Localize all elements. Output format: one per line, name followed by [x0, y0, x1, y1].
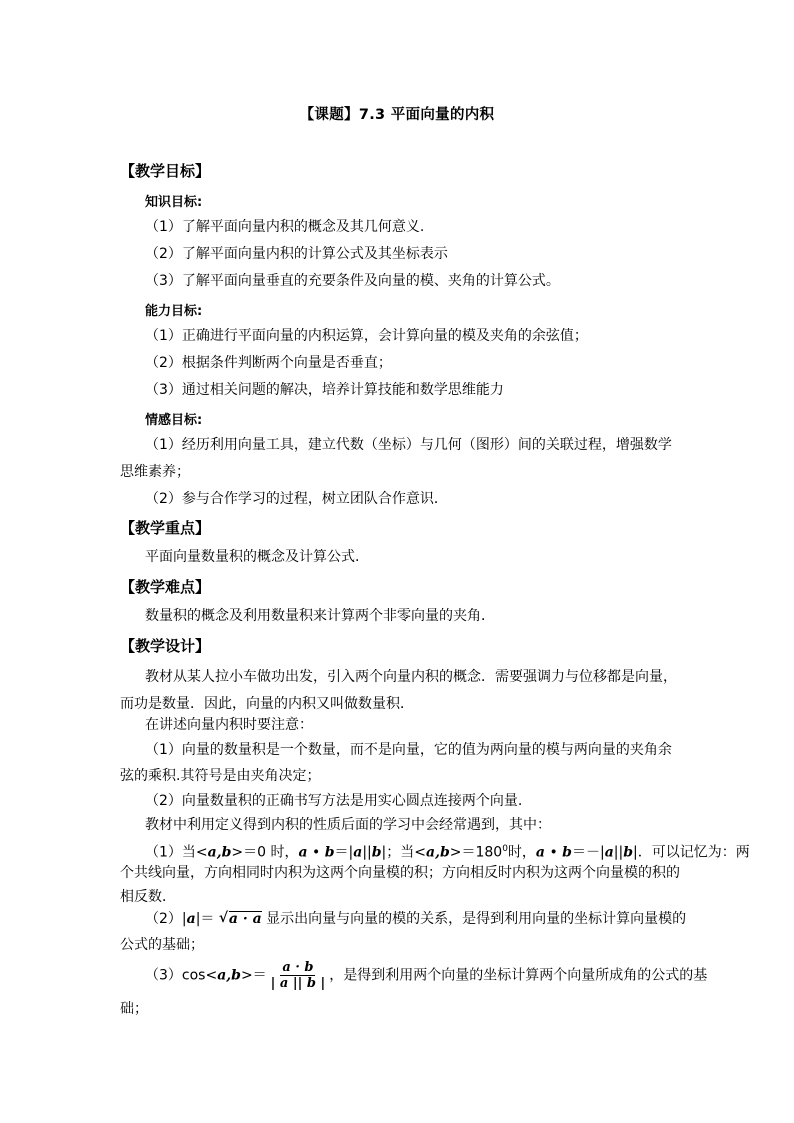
emotion-goal-1-line-2: 思维素养；	[120, 464, 190, 480]
difficulty-text: 数量积的概念及利用数量积来计算两个非零向量的夹角．	[145, 608, 495, 624]
knowledge-goals-label: 知识目标:	[145, 195, 203, 210]
formula-3-line-1: （3）cos<a,b>＝ $\frac{a \cdot b}{| a || b |}$ ，是得到利用两个向量的坐标计算两个向量所成角的公式的基	[145, 960, 708, 991]
knowledge-goal-1: （1）了解平面向量内积的概念及其几何意义.	[145, 219, 425, 235]
emotion-goal-2: （2）参与合作学习的过程，树立团队合作意识．	[145, 491, 448, 507]
formula-1-line-2: 个共线向量，方向相同时内积为这两个向量模的积；方向相反时内积为这两个向量模的积的	[120, 865, 680, 881]
design-paragraph-4: （2）向量数量积的正确书写方法是用实心圆点连接两个向量.	[145, 793, 523, 809]
section-heading-difficulty: 【教学难点】	[120, 578, 211, 596]
emotion-goal-1-line-1: （1）经历利用向量工具，建立代数（坐标）与几何（图形）间的关联过程，增强数学	[145, 437, 672, 453]
formula-1-line-3: 相反数．	[120, 889, 176, 905]
design-paragraph-1-line-1: 教材从某人拉小车做功出发，引入两个向量内积的概念．需要强调力与位移都是向量，	[145, 669, 677, 685]
design-paragraph-3-line-1: （1）向量的数量积是一个数量，而不是向量，它的值为两向量的模与两向量的夹角余	[145, 742, 672, 758]
key-point-text: 平面向量数量积的概念及计算公式.	[145, 549, 360, 565]
knowledge-goal-3: （3）了解平面向量垂直的充要条件及向量的模、夹角的计算公式。	[145, 273, 560, 289]
ability-goals-label: 能力目标:	[145, 304, 203, 319]
formula-2-line-2: 公式的基础；	[120, 937, 204, 953]
section-heading-goals: 【教学目标】	[120, 162, 211, 180]
ability-goal-2: （2）根据条件判断两个向量是否垂直；	[145, 355, 392, 371]
design-paragraph-1-line-2: 而功是数量．因此，向量的内积又叫做数量积．	[120, 696, 414, 712]
design-paragraph-3-line-2: 弦的乘积.其符号是由夹角决定；	[120, 768, 321, 784]
ability-goal-3: （3）通过相关问题的解决，培养计算技能和数学思维能力	[145, 382, 504, 398]
design-paragraph-2: 在讲述向量内积时要注意：	[145, 717, 313, 733]
design-paragraph-5: 教材中利用定义得到内积的性质后面的学习中会经常遇到，其中：	[145, 817, 551, 833]
formula-3-line-2: 础；	[120, 1001, 148, 1017]
formula-1-line-1: （1）当<a,b>＝0 时，a • b＝|a||b|；当$<a,b>=180^0$时，a • b＝－|a||b|．可以记忆为：两	[145, 844, 750, 861]
section-heading-design: 【教学设计】	[120, 637, 211, 655]
cosine-fraction: $\frac{a \cdot b}{| a || b |}$	[270, 960, 326, 991]
lesson-title: 【课题】7.3 平面向量的内积	[299, 107, 495, 123]
emotion-goals-label: 情感目标:	[145, 413, 203, 428]
formula-2-line-1: （2）|a|＝ √ a · a 显示出向量与向量的模的关系，是得到利用向量的坐标计算向量模的	[145, 910, 686, 928]
sqrt-expression: √ a · a	[219, 910, 262, 928]
section-heading-key: 【教学重点】	[120, 519, 211, 537]
knowledge-goal-2: （2）了解平面向量内积的计算公式及其坐标表示	[145, 246, 448, 262]
ability-goal-1: （1）正确进行平面向量的内积运算，会计算向量的模及夹角的余弦值；	[145, 328, 588, 344]
